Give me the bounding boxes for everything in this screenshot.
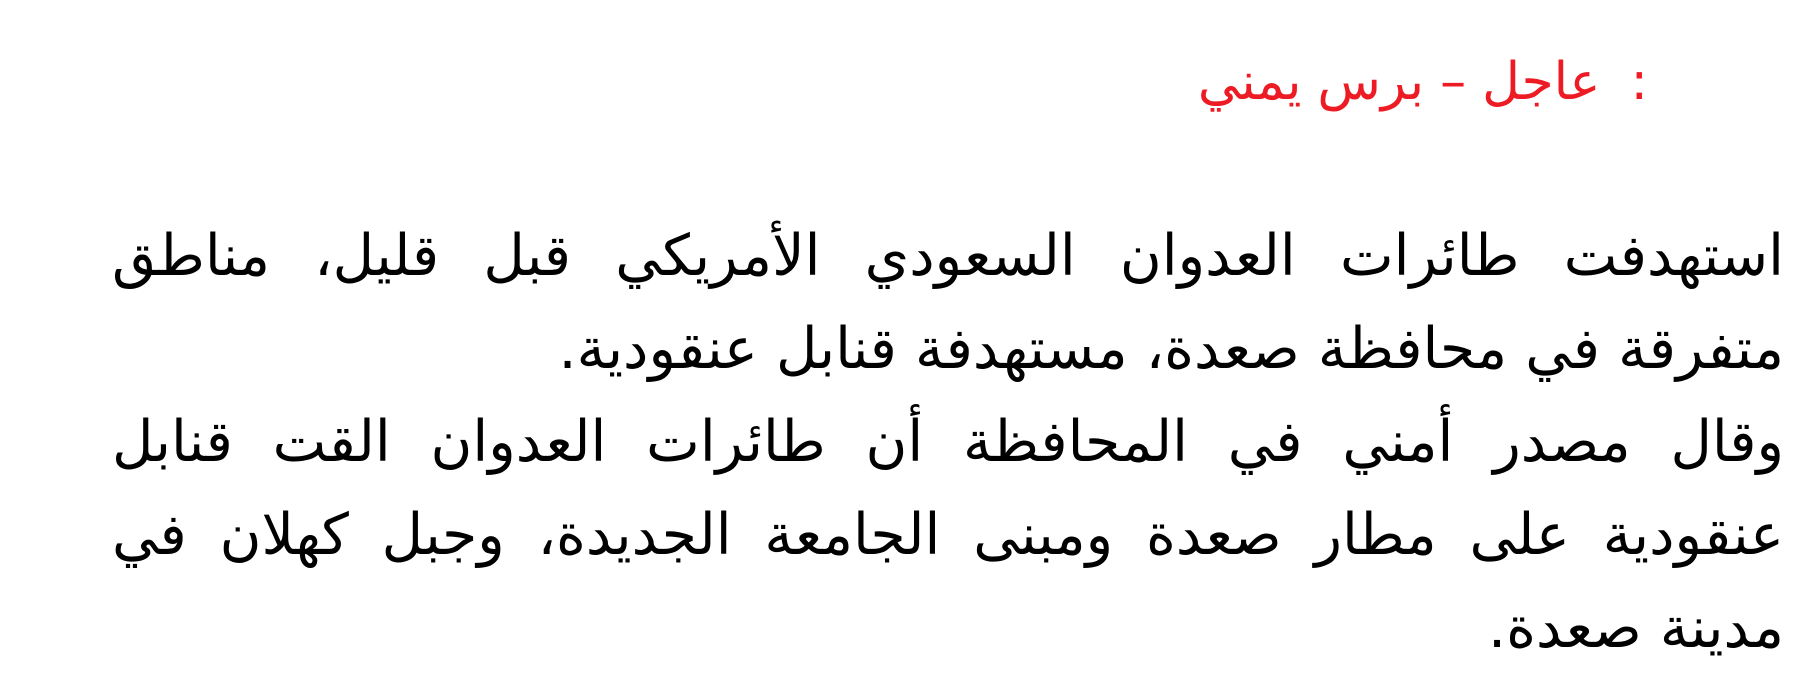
heading-word-urgent: عاجل bbox=[1482, 52, 1601, 112]
article-paragraph-2: وقال مصدر أمني في المحافظة أن طائرات العدوان القت قنابل عنقودية على مطار صعدة ومبنى الجامعة الجديدة، وجبل كهلان في مدينة صعدة. bbox=[112, 409, 1784, 661]
breaking-news-heading bbox=[1198, 46, 1648, 118]
article-paragraph-1: استهدفت طائرات العدوان السعودي الأمريكي قبل قليل، مناطق متفرقة في محافظة صعدة، مستهدفة قنابل عنقودية. bbox=[112, 223, 1784, 382]
article-body bbox=[112, 210, 1784, 675]
heading-dash: – bbox=[1440, 52, 1467, 112]
heading-word-brand-2: برس bbox=[1317, 52, 1425, 112]
heading-word-brand-1: يمني bbox=[1197, 52, 1302, 112]
heading-colon: : bbox=[1630, 52, 1648, 112]
